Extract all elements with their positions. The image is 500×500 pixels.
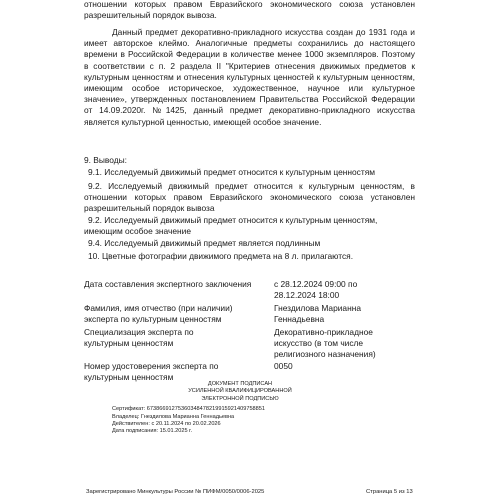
stamp-owner: Владелец: Гнездилова Марианна Геннадьевна (112, 413, 235, 420)
expert-name-value: Гнездилова Марианна Геннадьевна (274, 303, 361, 324)
date-value: с 28.12.2024 09:00 по 28.12.2024 18:00 (274, 279, 358, 300)
certificate-number-label: Номер удостоверения эксперта по культурным ценностям (84, 361, 219, 382)
stamp-subtitle-2: ЭЛЕКТРОННОЙ ПОДПИСЬЮ (201, 395, 279, 402)
stamp-title: ДОКУМЕНТ ПОДПИСАН (207, 381, 273, 387)
conclusion-9-1: 9.1. Исследуемый движимый предмет относится к культурным ценностям (88, 167, 375, 177)
paragraph-export-order: отношении которых правом Евразийского экономического союза установлен разрешительный порядок вывоза. (84, 0, 415, 21)
electronic-signature-stamp (112, 381, 368, 436)
conclusions-heading: 9. Выводы: (84, 155, 127, 165)
conclusion-9-2-special: 9.2. Исследуемый движимый предмет относится к культурным ценностям, имеющим особое значение (84, 215, 378, 237)
stamp-certificate: Сертификат: 67386691275360348478219915921409758851 (112, 406, 265, 413)
date-label: Дата составления экспертного заключения (84, 279, 252, 289)
specialization-value: Декоративно-прикладное искусство (в том числе религиозного назначения) (274, 327, 376, 359)
conclusion-9-4: 9.4. Исследуемый движимый предмет является подлинным (88, 238, 321, 248)
paragraph-expert-justification: Данный предмет декоративно-прикладного искусства создан до 1931 года и имеет авторское клеймо. Аналогичные предметы сохранились до настоящего времени в Российской Федерации в количестве менее 1000 экземпляров. Поэтому в соответствии с п. 2 раздела II "Критериев отнесения движимых предметов к культурным ценностям и отнесения культурных ценностей к культурным ценностям, имеющим особое историческое, художественное, научное или культурное значение», утвержденных постановлением Правительства Российской Федерации от 14.09.2020г. №1425, данный предмет декоративно-прикладного искусства является культурной ценностью, имеющей особое значение. (84, 27, 415, 127)
stamp-signing-date: Дата подписания: 15.01.2025 г. (112, 428, 193, 435)
certificate-number-value: 0050 (274, 361, 293, 371)
conclusion-9-2-export: 9.2. Исследуемый движимый предмет относится к культурным ценностям, в отношении которых правом Евразийского экономического союза установлен разрешительный порядок вывоза (84, 181, 415, 214)
stamp-subtitle-1: УСИЛЕННОЙ КВАЛИФИЦИРОВАННОЙ (188, 388, 292, 395)
expert-name-label: Фамилия, имя отчество (при наличии) эксперта по культурным ценностям (84, 303, 233, 324)
conclusion-10-photos: 10. Цветные фотографии движимого предмета на 8 л. прилагаются. (88, 251, 354, 261)
specialization-label: Специализация эксперта по культурным ценностям (84, 327, 194, 348)
stamp-validity: Действителен: с 20.11.2024 по 20.02.2026 (112, 421, 221, 428)
footer-page-number: Страница 5 из 13 (366, 489, 413, 495)
footer-registration: Зарегистрировано Минкультуры России № ПИФМ/0050/0006-2025 (86, 489, 265, 495)
